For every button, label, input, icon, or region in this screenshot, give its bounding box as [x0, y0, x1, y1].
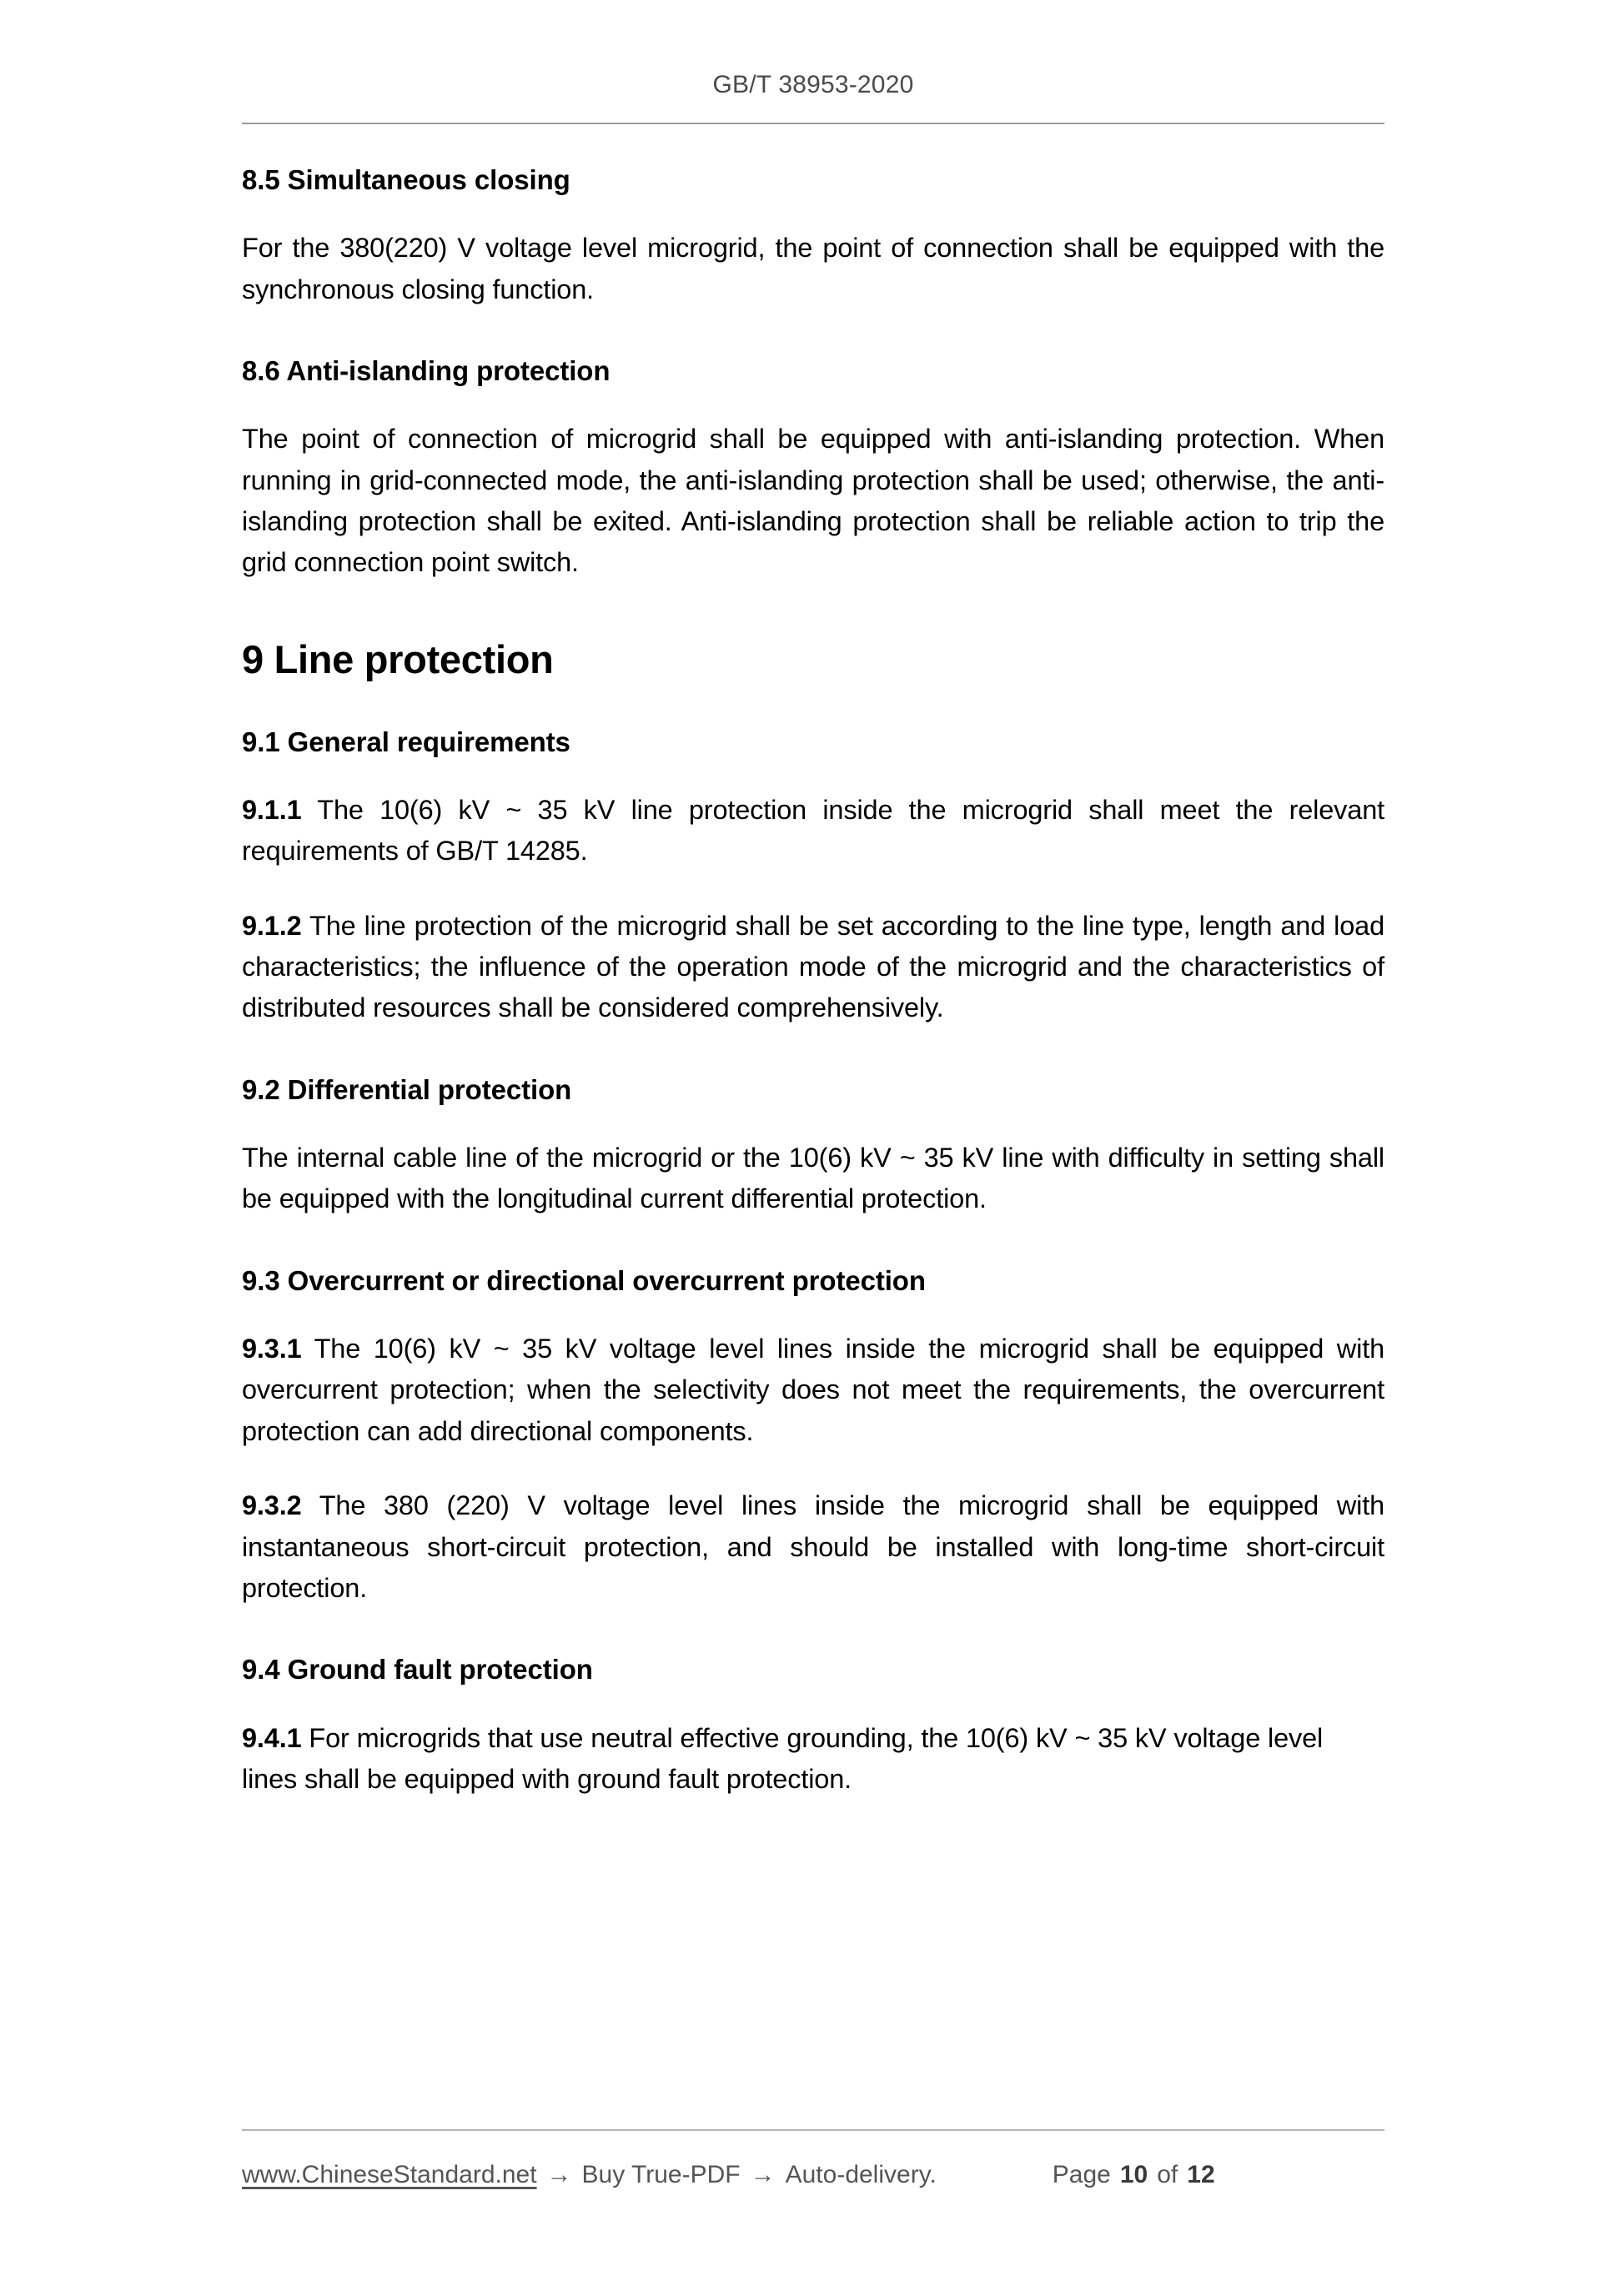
page-label: Page — [1052, 2161, 1111, 2188]
document-body — [242, 124, 1384, 1800]
current-page-number: 10 — [1119, 2161, 1148, 2188]
clause-text-9-4-1: For microgrids that use neutral effective grounding, the 10(6) kV ~ 35 kV voltage level lines shall be equipped with ground fault protection. — [242, 1722, 1324, 1794]
paragraph-9-1-1 — [242, 790, 1384, 872]
standard-number: GB/T 38953-2020 — [712, 71, 914, 98]
spacer — [242, 872, 1384, 906]
spacer — [242, 1609, 1384, 1652]
spacer — [242, 584, 1384, 636]
arrow-right-icon: → — [750, 2161, 776, 2188]
clause-number-9-4-1: 9.4.1 — [242, 1722, 302, 1753]
page-indicator — [1053, 2161, 1215, 2189]
section-heading-9-1: 9.1 General requirements — [242, 726, 570, 757]
spacer — [242, 1452, 1384, 1485]
clause-text-9-3-2: The 380 (220) V voltage level lines inside the microgrid shall be equipped with instantaneous short-circuit protection, and should be installed with long-time short-circuit protection. — [242, 1490, 1384, 1603]
spacer — [242, 1688, 1384, 1718]
footer-row — [242, 2161, 1384, 2189]
footer-promo — [242, 2161, 937, 2189]
footer-promo-delivery: Auto-delivery. — [785, 2161, 937, 2188]
spacer — [242, 310, 1384, 354]
arrow-right-icon: → — [546, 2161, 572, 2188]
footer-divider — [242, 2129, 1384, 2131]
clause-text-9-3-1: The 10(6) kV ~ 35 kV voltage level lines inside the microgrid shall be equipped with overcurrent protection; when the selectivity does not meet the requirements, the overcurrent protection can add directional components. — [242, 1334, 1384, 1446]
spacer — [242, 685, 1384, 725]
clause-number-9-3-1: 9.3.1 — [242, 1334, 302, 1364]
paragraph-9-4-1 — [242, 1718, 1384, 1801]
paragraph-9-2: The internal cable line of the microgrid or the 10(6) kV ~ 35 kV line with difficulty in setting shall be equipped with the longitudinal current differential protection. — [242, 1142, 1384, 1214]
clause-number-9-1-1: 9.1.1 — [242, 794, 302, 825]
spacer — [242, 198, 1384, 228]
spacer — [242, 1299, 1384, 1329]
clause-text-9-1-2: The line protection of the microgrid shall be set according to the line type, length and load characteristics; the influence of the operation mode of the microgrid and the characteristics of distributed resources shall be considered comprehensively. — [242, 910, 1384, 1023]
footer-promo-buy: Buy True-PDF — [581, 2161, 741, 2188]
page-header — [242, 0, 1384, 124]
paragraph-8-6: The point of connection of microgrid shall be equipped with anti-islanding protection. When running in grid-connected mode, the anti-islanding protection shall be used; otherwise, the anti-islanding protection shall be exited. Anti-islanding protection shall be reliable action to trip the grid connection point switch. — [242, 424, 1384, 578]
of-label: of — [1157, 2161, 1178, 2188]
chapter-heading-9: 9 Line protection — [242, 636, 554, 681]
clause-number-9-1-2: 9.1.2 — [242, 910, 302, 941]
paragraph-8-5: For the 380(220) V voltage level microgrid, the point of connection shall be equipped with the synchronous closing function. — [242, 233, 1384, 304]
spacer — [242, 1029, 1384, 1073]
spacer — [242, 389, 1384, 419]
total-page-number: 12 — [1187, 2161, 1215, 2188]
spacer — [242, 1108, 1384, 1138]
paragraph-9-3-1 — [242, 1329, 1384, 1452]
section-heading-9-2: 9.2 Differential protection — [242, 1073, 572, 1105]
paragraph-9-3-2 — [242, 1485, 1384, 1609]
paragraph-9-1-2 — [242, 906, 1384, 1029]
page-footer — [242, 2129, 1384, 2189]
spacer — [242, 760, 1384, 790]
section-heading-9-4: 9.4 Ground fault protection — [242, 1654, 593, 1686]
section-heading-8-5: 8.5 Simultaneous closing — [242, 164, 570, 195]
page-content-area — [242, 0, 1384, 1800]
clause-text-9-1-1: The 10(6) kV ~ 35 kV line protection inside the microgrid shall meet the relevant requirements of GB/T 14285. — [242, 794, 1384, 867]
section-heading-9-3: 9.3 Overcurrent or directional overcurrent protection — [242, 1264, 926, 1296]
chinesestandard-link[interactable]: www.ChineseStandard.net — [242, 2161, 537, 2188]
spacer — [242, 1220, 1384, 1264]
clause-number-9-3-2: 9.3.2 — [242, 1490, 302, 1521]
section-heading-8-6: 8.6 Anti-islanding protection — [242, 355, 611, 387]
